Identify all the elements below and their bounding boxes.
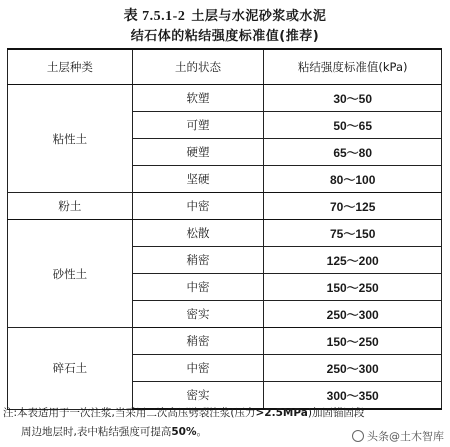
bond-strength-cell: 30～50 xyxy=(264,85,442,112)
bond-strength-cell: 70～125 xyxy=(264,193,442,220)
note-text-3: 周边地层时,表中粘结强度可提高 xyxy=(21,426,172,438)
soil-state-cell: 密实 xyxy=(132,382,264,410)
header-soil-type: 土层种类 xyxy=(8,49,133,85)
bond-strength-table xyxy=(7,48,442,410)
soil-state-cell: 稍密 xyxy=(132,328,264,355)
bond-strength-cell: 65～80 xyxy=(264,139,442,166)
table-row xyxy=(8,193,442,220)
bond-strength-cell: 75～150 xyxy=(264,220,442,247)
table-header-row xyxy=(8,49,442,85)
table-title-line1 xyxy=(0,5,450,25)
soil-state-cell: 硬塑 xyxy=(132,139,264,166)
soil-state-cell: 松散 xyxy=(132,220,264,247)
header-bond-strength: 粘结强度标准值(kPa) xyxy=(264,49,442,85)
soil-type-cell: 砂性土 xyxy=(8,220,133,328)
watermark-text: 头条@土木智库 xyxy=(367,430,444,443)
note-text-1: 注:本表适用于一次注浆,当采用二次高压劈裂注浆(压力 xyxy=(3,407,256,419)
toutiao-logo-icon xyxy=(352,430,364,442)
bond-strength-cell: 50～65 xyxy=(264,112,442,139)
bond-strength-cell: 150～250 xyxy=(264,328,442,355)
soil-state-cell: 中密 xyxy=(132,274,264,301)
note-pressure-value: >2.5MPa xyxy=(255,407,308,419)
soil-state-cell: 软塑 xyxy=(132,85,264,112)
note-text-4: 。 xyxy=(196,426,207,438)
bond-strength-cell: 125～200 xyxy=(264,247,442,274)
soil-type-cell: 粘性土 xyxy=(8,85,133,193)
table-title-line2: 结石体的粘结强度标准值(推荐) xyxy=(130,29,320,44)
bond-strength-cell: 300～350 xyxy=(264,382,442,410)
soil-type-cell: 粉土 xyxy=(8,193,133,220)
table-row xyxy=(8,328,442,355)
soil-state-cell: 中密 xyxy=(132,355,264,382)
soil-state-cell: 密实 xyxy=(132,301,264,328)
bond-strength-cell: 80～100 xyxy=(264,166,442,193)
table-row xyxy=(8,220,442,247)
bond-strength-cell: 250～300 xyxy=(264,355,442,382)
table-title-text: 土层与水泥砂浆或水泥 xyxy=(191,9,327,24)
table-number: 表 7.5.1-2 xyxy=(123,9,186,24)
bond-strength-cell: 150～250 xyxy=(264,274,442,301)
bond-strength-cell: 250～300 xyxy=(264,301,442,328)
table-body xyxy=(8,85,442,410)
note-increase-value: 50% xyxy=(171,426,197,438)
note-text-2: )加固锚固段 xyxy=(307,407,365,419)
soil-state-cell: 可塑 xyxy=(132,112,264,139)
soil-type-cell: 碎石土 xyxy=(8,328,133,410)
note-line1 xyxy=(3,404,447,423)
table-row xyxy=(8,85,442,112)
header-soil-state: 土的状态 xyxy=(132,49,264,85)
soil-state-cell: 稍密 xyxy=(132,247,264,274)
soil-state-cell: 中密 xyxy=(132,193,264,220)
soil-state-cell: 坚硬 xyxy=(132,166,264,193)
watermark xyxy=(352,428,444,444)
